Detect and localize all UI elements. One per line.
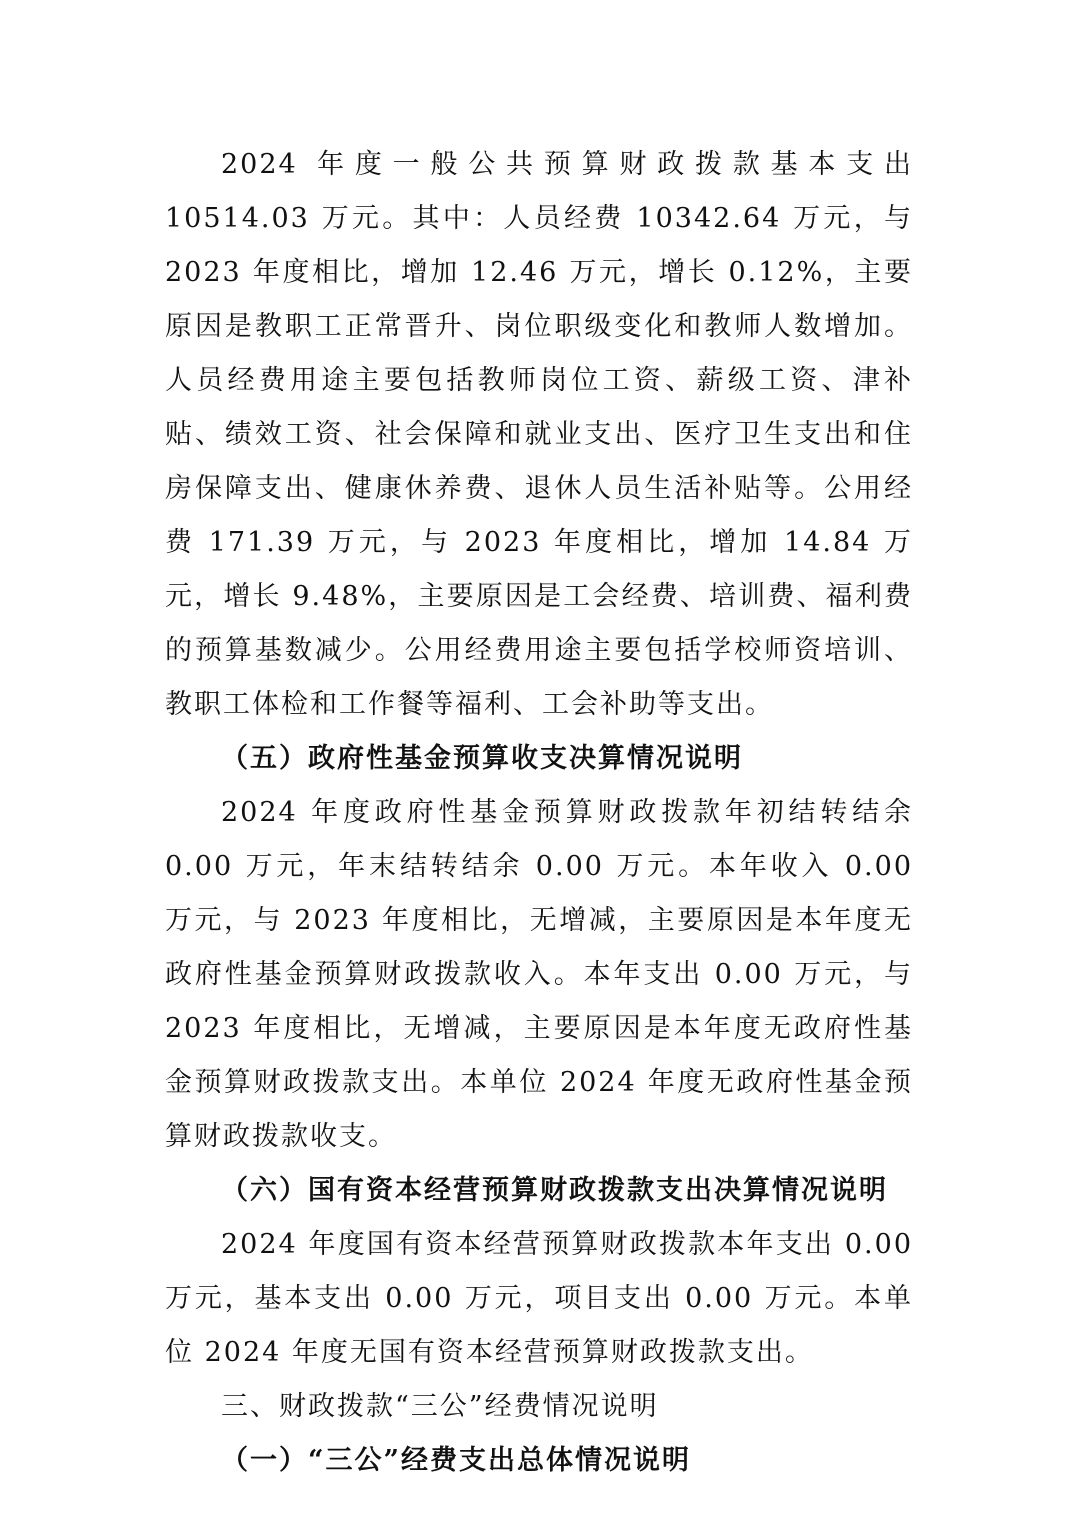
heading-state-capital-budget: （六）国有资本经营预算财政拨款支出决算情况说明 (221, 1175, 888, 1206)
document-body (165, 138, 913, 1488)
section-heading-three-public-expenses: 三、财政拨款“三公”经费情况说明 (221, 1391, 659, 1422)
paragraph-state-capital-budget: 2024 年度国有资本经营预算财政拨款本年支出 0.00 万元，基本支出 0.00 万元，项目支出 0.00 万元。本单位 2024 年度无国有资本经营预算财政拨款支出。 (165, 1229, 913, 1368)
paragraph-general-budget-basic-expenditure: 2024 年度一般公共预算财政拨款基本支出 10514.03 万元。其中：人员经费 10342.64 万元，与 2023 年度相比，增加 12.46 万元，增长 0.12%，主要原因是教职工正常晋升、岗位职级变化和教师人数增加。人员经费用途主要包括教师岗位工资、薪级工资、津补贴、绩效工资、社会保障和就业支出、医疗卫生支出和住房保障支出、健康休养费、退休人员生活补贴等。公用经费 171.39 万元，与 2023 年度相比，增加 14.84 万元，增长 9.48%，主要原因是工会经费、培训费、福利费的预算基数减少。公用经费用途主要包括学校师资培训、教职工体检和工作餐等福利、工会补助等支出。 (165, 149, 913, 720)
heading-government-fund-budget: （五）政府性基金预算收支决算情况说明 (221, 743, 743, 774)
subheading-three-public-expenses-overview: （一）“三公”经费支出总体情况说明 (221, 1445, 692, 1476)
paragraph-government-fund-budget: 2024 年度政府性基金预算财政拨款年初结转结余 0.00 万元，年末结转结余 0.00 万元。本年收入 0.00 万元，与 2023 年度相比，无增减，主要原因是本年度无政府性基金预算财政拨款收入。本年支出 0.00 万元，与 2023 年度相比，无增减，主要原因是本年度无政府性基金预算财政拨款支出。本单位 2024 年度无政府性基金预算财政拨款收支。 (165, 797, 913, 1152)
